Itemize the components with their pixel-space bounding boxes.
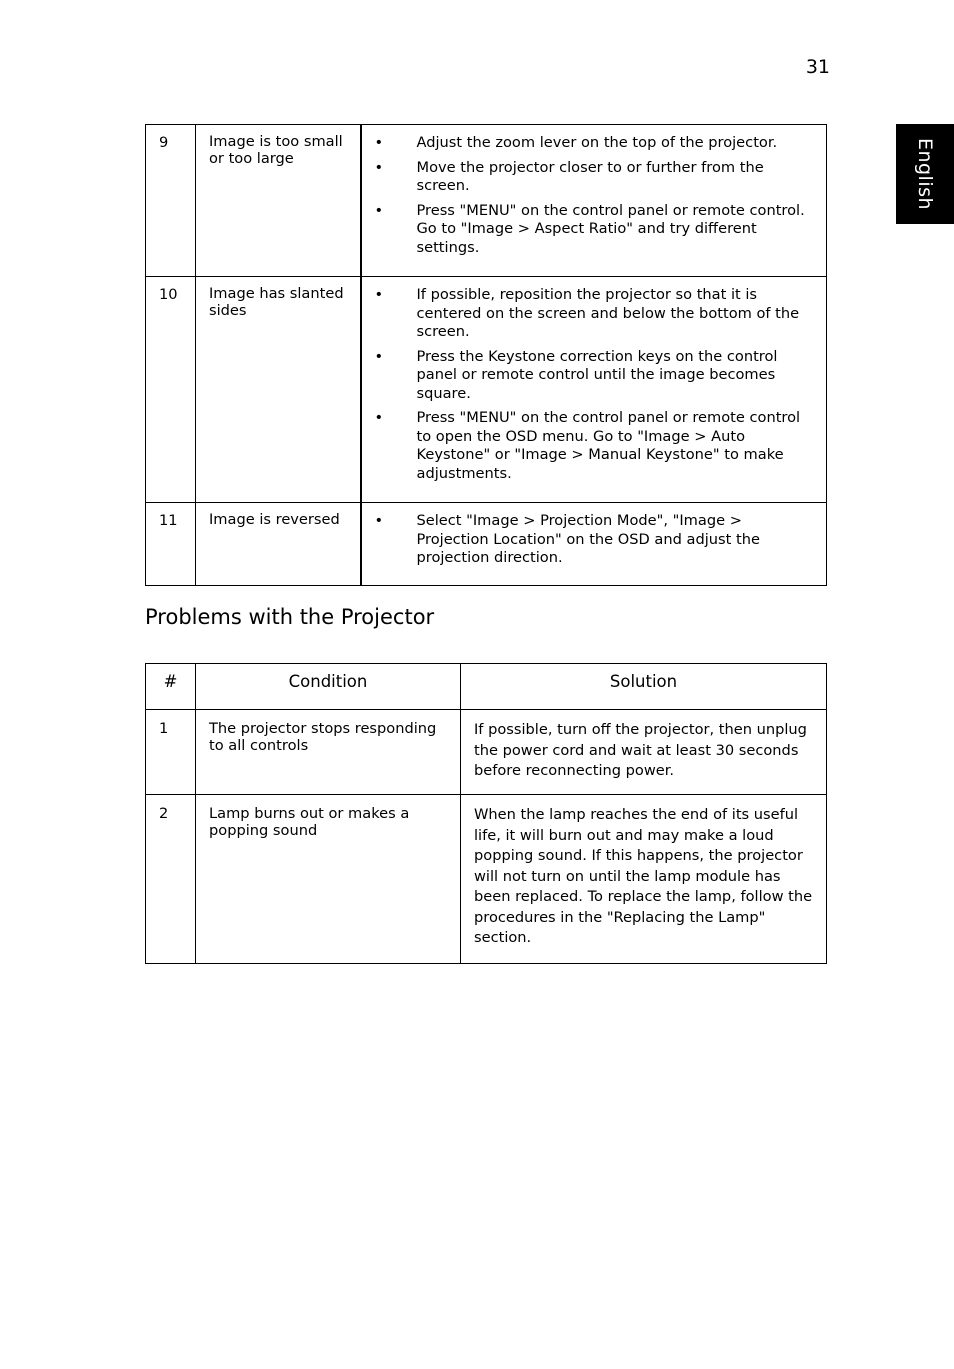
condition-cell: Lamp burns out or makes a popping sound (196, 795, 461, 964)
condition-cell: Image is too small or too large (196, 125, 361, 277)
language-tab (896, 124, 954, 224)
table-row (146, 277, 827, 503)
header-number: # (146, 664, 196, 710)
solution-item: • Adjust the zoom lever on the top of the projector. (375, 134, 815, 153)
row-number: 9 (146, 125, 196, 277)
row-number: 1 (146, 710, 196, 795)
table-row (146, 503, 827, 586)
condition-cell: Image is reversed (196, 503, 361, 586)
row-number: 11 (146, 503, 196, 586)
image-problems-table (145, 124, 827, 586)
table-row (146, 795, 827, 964)
condition-cell: The projector stops responding to all controls (196, 710, 461, 795)
solution-cell: When the lamp reaches the end of its useful life, it will burn out and may make a loud popping sound. If this happens, the projector will not turn on until the lamp module has been replaced. To replace the lamp, follow the procedures in the "Replacing the Lamp" section. (461, 795, 827, 964)
projector-problems-table (145, 663, 827, 964)
header-solution: Solution (461, 664, 827, 710)
solution-item: • Move the projector closer to or further from the screen. (375, 159, 815, 196)
solution-item: • Press "MENU" on the control panel or remote control to open the OSD menu. Go to "Image > Auto Keystone" or "Image > Manual Keystone" to make adjustments. (375, 409, 815, 483)
solution-item: • Press the Keystone correction keys on the control panel or remote control until the image becomes square. (375, 348, 815, 404)
solution-list (375, 286, 815, 483)
solution-cell: If possible, turn off the projector, then unplug the power cord and wait at least 30 seconds before reconnecting power. (461, 710, 827, 795)
solution-item: • Press "MENU" on the control panel or remote control. Go to "Image > Aspect Ratio" and try different settings. (375, 202, 815, 258)
solution-cell (361, 277, 827, 503)
row-number: 10 (146, 277, 196, 503)
solution-cell (361, 125, 827, 277)
solution-item: • Select "Image > Projection Mode", "Image > Projection Location" on the OSD and adjust the projection direction. (375, 512, 815, 568)
solution-item: • If possible, reposition the projector so that it is centered on the screen and below the bottom of the screen. (375, 286, 815, 342)
language-tab-label: English (914, 137, 937, 211)
row-number: 2 (146, 795, 196, 964)
table-row (146, 710, 827, 795)
section-title: Problems with the Projector (145, 605, 435, 629)
header-condition: Condition (196, 664, 461, 710)
page-number: 31 (805, 56, 830, 78)
table-row (146, 125, 827, 277)
solution-cell (361, 503, 827, 586)
condition-cell: Image has slanted sides (196, 277, 361, 503)
table-header-row (146, 664, 827, 710)
solution-list (375, 512, 815, 568)
solution-list (375, 134, 815, 257)
